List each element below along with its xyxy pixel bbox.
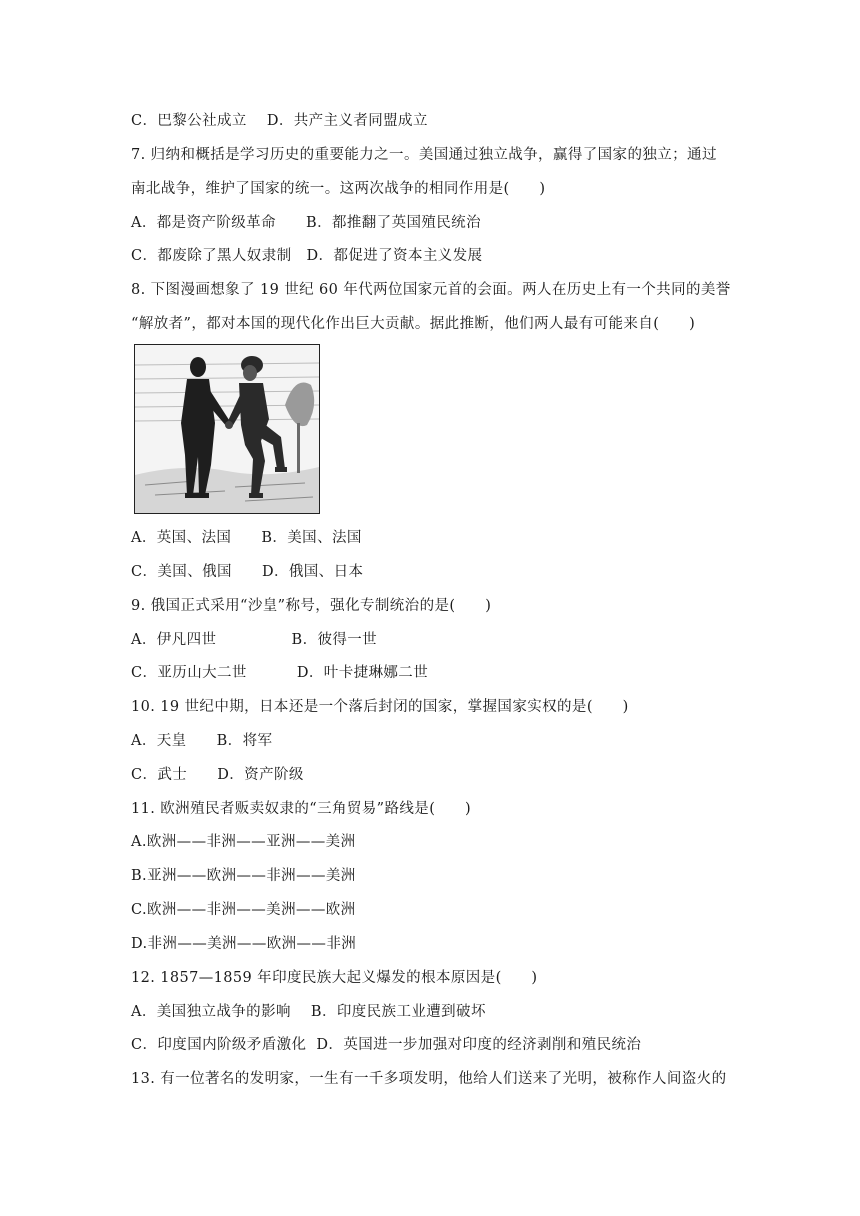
q9-options-ab: A．伊凡四世 B．彼得一世 <box>131 632 378 648</box>
q8-options-ab: A．英国、法国 B．美国、法国 <box>131 530 362 546</box>
q11-stem: 11. 欧洲殖民者贩卖奴隶的“三角贸易”路线是( ) <box>131 801 472 817</box>
q8-stem-line1: 8. 下图漫画想象了 19 世纪 60 年代两位国家元首的会面。两人在历史上有一个共同的美誉 <box>131 282 731 298</box>
q13-stem-line1: 13. 有一位著名的发明家，一生有一千多项发明，他给人们送来了光明，被称作人间盗火的 <box>131 1071 727 1087</box>
q7-options-cd: C．都废除了黑人奴隶制 D．都促进了资本主义发展 <box>131 248 483 264</box>
q12-stem: 12. 1857—1859 年印度民族大起义爆发的根本原因是( ) <box>131 970 538 986</box>
q8-stem-line2: “解放者”，都对本国的现代化作出巨大贡献。据此推断，他们两人最有可能来自( ) <box>131 316 696 332</box>
cartoon-illustration <box>135 345 319 513</box>
q11-option-c: C.欧洲——非洲——美洲——欧洲 <box>131 902 356 918</box>
q10-options-ab: A．天皇 B．将军 <box>131 733 273 749</box>
q9-options-cd: C．亚历山大二世 D．叶卡捷琳娜二世 <box>131 665 429 681</box>
q12-options-cd: C．印度国内阶级矛盾激化 D．英国进一步加强对印度的经济剥削和殖民统治 <box>131 1037 642 1053</box>
q11-option-d: D.非洲——美洲——欧洲——非洲 <box>131 936 357 952</box>
q9-stem: 9. 俄国正式采用“沙皇”称号，强化专制统治的是( ) <box>131 598 492 614</box>
q11-option-a: A.欧洲——非洲——亚洲——美洲 <box>131 834 356 850</box>
q10-stem: 10. 19 世纪中期，日本还是一个落后封闭的国家，掌握国家实权的是( ) <box>131 699 629 715</box>
q8-options-cd: C．美国、俄国 D．俄国、日本 <box>131 564 364 580</box>
q7-options-ab: A．都是资产阶级革命 B．都推翻了英国殖民统治 <box>131 215 481 231</box>
q6-options-cd: C．巴黎公社成立 D．共产主义者同盟成立 <box>131 113 428 129</box>
q11-option-b: B.亚洲——欧洲——非洲——美洲 <box>131 868 356 884</box>
q12-options-ab: A．美国独立战争的影响 B．印度民族工业遭到破坏 <box>131 1004 486 1020</box>
cartoon-two-leaders-handshake-image <box>134 344 320 514</box>
q10-options-cd: C．武士 D．资产阶级 <box>131 767 304 783</box>
q7-stem-line2: 南北战争，维护了国家的统一。这两次战争的相同作用是( ) <box>131 181 546 197</box>
q7-stem-line1: 7. 归纳和概括是学习历史的重要能力之一。美国通过独立战争，赢得了国家的独立；通过 <box>131 147 717 163</box>
